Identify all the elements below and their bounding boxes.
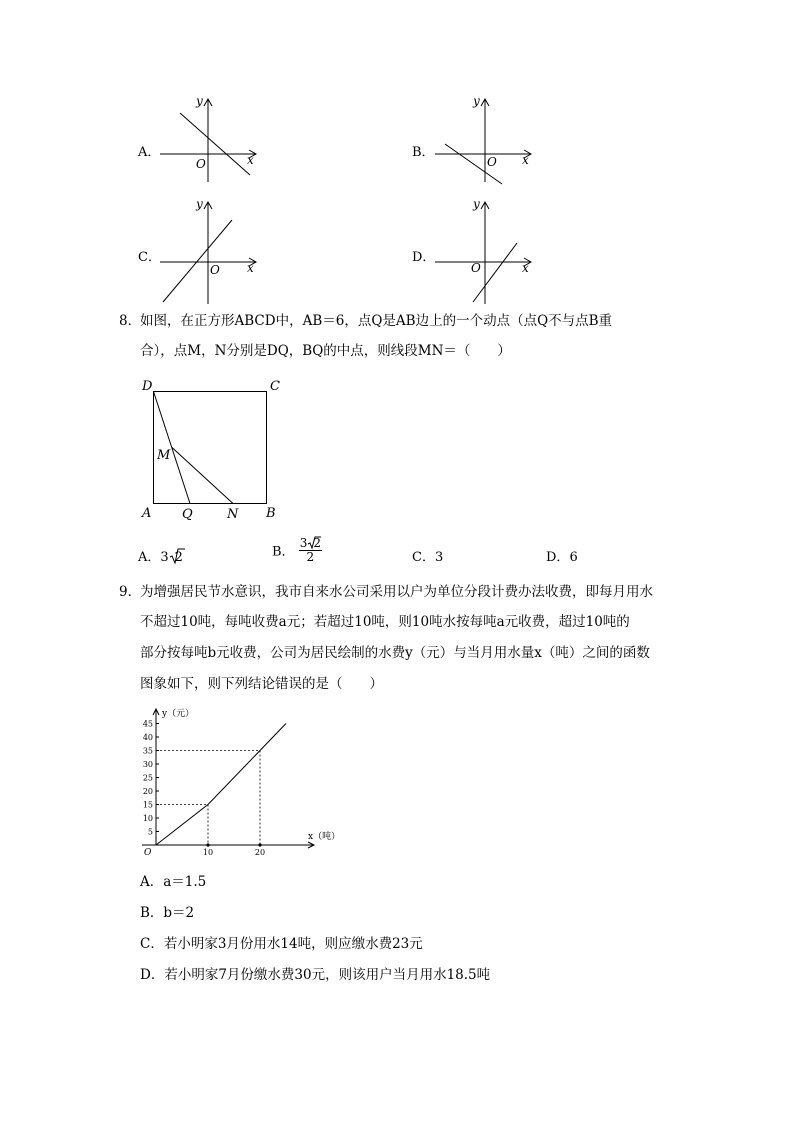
q8-option-d-value: 6 [569,550,578,565]
q9-option-c[interactable]: C．若小明家3月份用水14吨，则应缴水费23元 [140,936,423,952]
q7-graph-d [425,192,545,306]
q8-option-b[interactable] [272,536,322,564]
q8-label-b: B [266,506,276,521]
q7b-x-label: x [522,153,529,167]
q8-number: 8． [119,313,142,329]
y-tick-label: 10 [142,814,153,823]
y-tick-label: 20 [142,787,153,796]
y-axis-label: y（元） [162,709,195,719]
fee-line [156,724,286,846]
y-tick-label: 45 [142,719,153,729]
q8-option-b-coef: 3 [299,536,308,550]
q8-option-c[interactable] [412,546,443,565]
q8-option-a[interactable] [138,546,183,565]
q8-square-figure [138,374,288,524]
q9-stem-line1: 为增强居民节水意识，我市自来水公司采用以户为单位分段计费办法收费，即每月用水 [140,584,653,600]
q7-option-c-label: C． [138,250,161,265]
q8-stem-line1: 如图，在正方形ABCD中，AB＝6，点Q是AB边上的一个动点（点Q不与点B重 [140,313,613,329]
y-tick-label: 5 [147,827,153,837]
q7-graph-c [150,192,270,306]
q8-option-b-fraction [299,536,322,564]
q7d-y-label: y [473,197,480,211]
q7d-origin-label: O [471,261,481,275]
q7-option-d-label: D． [412,250,436,265]
q9-number: 9． [119,584,142,600]
q7c-x-label: x [247,261,254,275]
q7b-origin-label: O [487,155,497,169]
q7c-y-label: y [196,197,203,211]
x-axis-label: x（吨） [308,832,341,842]
q9-option-a[interactable]: A．a＝1.5 [140,874,207,890]
q8-label-m: M [157,448,171,463]
q7a-y-label: y [196,94,203,108]
q8-option-b-label: B． [272,544,295,560]
y-tick-label: 30 [142,760,153,769]
q8-label-q: Q [182,507,193,522]
q7b-y-label: y [473,94,480,108]
y-tick-label: 25 [142,773,153,783]
q7-graph-b [425,88,545,184]
q8-stem-line2: 合），点M，N分别是DQ，BQ的中点，则线段MN＝（ ） [140,343,511,359]
y-tick-label: 35 [142,746,153,756]
q8-option-a-label: A． [138,550,161,565]
x-tick-label: 20 [254,848,266,857]
q9-option-d[interactable]: D．若小明家7月份缴水费30元，则该用户当月用水18.5吨 [140,967,491,983]
q7-option-a-label: A． [138,145,161,160]
y-tick-label: 40 [142,733,153,742]
y-tick-label: 15 [142,800,153,810]
q8-label-c: C [270,379,280,394]
q8-option-d-label: D． [546,550,570,565]
q8-label-n: N [227,507,239,522]
q8-label-a: A [142,506,152,521]
q7a-origin-label: O [196,157,206,171]
q8-option-c-label: C． [412,550,435,565]
q7c-origin-label: O [210,263,220,277]
q8-option-c-value: 3 [434,550,444,565]
q8-option-b-radicand: 2 [313,536,321,550]
q8-option-a-coef: 3 [160,550,169,565]
q7a-x-label: x [247,153,254,167]
q9-stem-line4: 图象如下，则下列结论错误的是（ ） [140,676,383,692]
q9-option-b[interactable]: B．b＝2 [140,905,195,921]
q7d-x-label: x [522,261,529,275]
q8-option-a-radicand: 2 [174,550,183,565]
origin-label: O [144,848,152,858]
q8-option-b-denominator: 2 [306,550,315,564]
q9-stem-line3: 部分按每吨b元收费，公司为居民绘制的水费y（元）与当月用水量x（吨）之间的函数 [140,645,650,661]
q9-water-fee-chart [136,703,341,863]
q9-stem-line2: 不超过10吨，每吨收费a元；若超过10吨，则10吨水按每吨a元收费，超过10吨的 [140,614,630,630]
q8-label-d: D [142,379,153,394]
q8-option-d[interactable] [546,546,578,565]
x-tick-label: 10 [202,848,214,857]
q7-graph-a [150,88,270,184]
q7-option-b-label: B． [412,145,435,160]
